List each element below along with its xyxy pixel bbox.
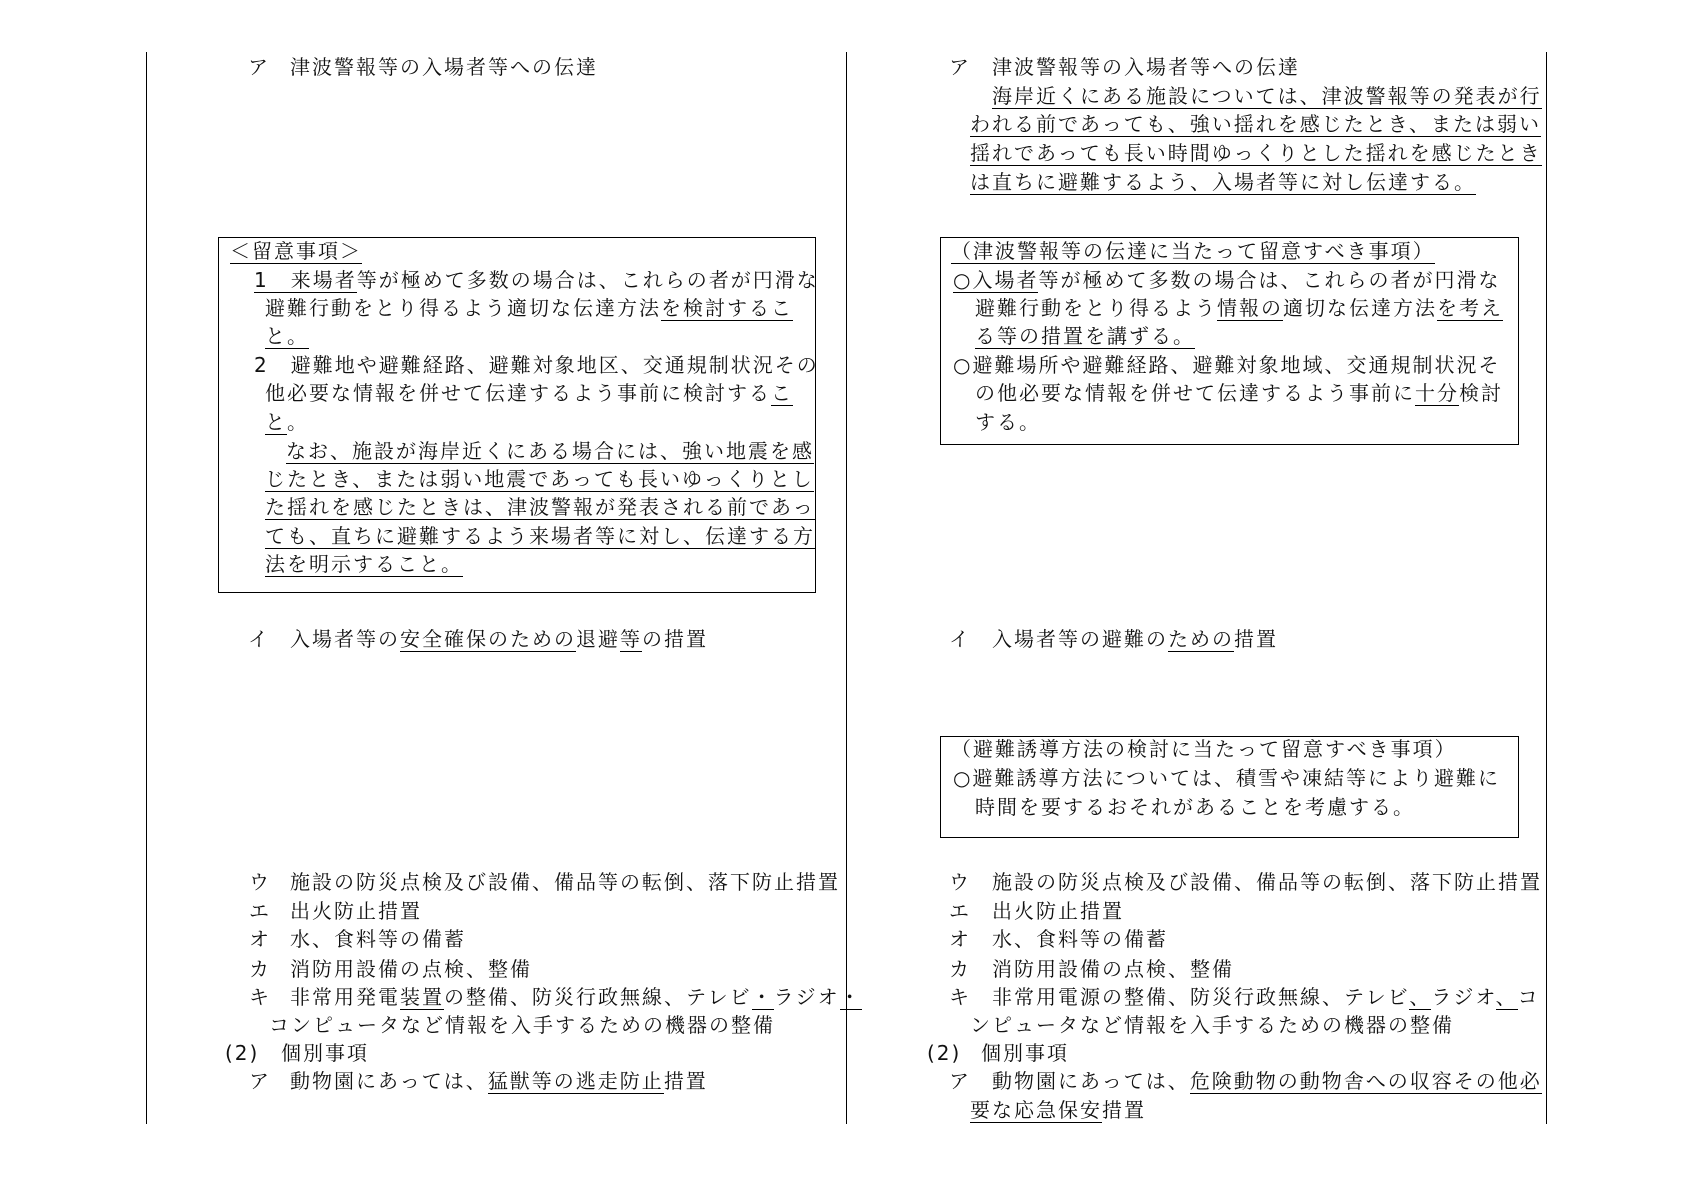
heading-label: ア [248, 55, 270, 79]
note-line: 時間を要するおそれがあることを考慮する。 [975, 795, 1415, 819]
item-text: 動物園にあっては、危険動物の動物舎への収容その他必 [992, 1069, 1542, 1093]
note-line: ても、直ちに避難するよう来場者等に対し、伝達する方 [265, 524, 815, 548]
item-text: 出火防止措置 [992, 899, 1124, 923]
paragraph-line: 揺れであっても長い時間ゆっくりとした揺れを感じたとき [970, 141, 1542, 165]
note-line: た揺れを感じたときは、津波警報が発表される前であっ [265, 495, 815, 519]
note-line: 避難行動をとり得るよう適切な伝達方法を検討するこ [265, 296, 793, 320]
heading-label: ア [949, 55, 971, 79]
item-label: ウ [949, 870, 971, 894]
note-line: 他必要な情報を併せて伝達するよう事前に検討するこ [265, 381, 793, 405]
paragraph-line: われる前であっても、強い揺れを感じたとき、または弱い [970, 112, 1541, 136]
heading-text: 津波警報等の入場者等への伝達 [992, 55, 1300, 79]
note-line: の他必要な情報を併せて伝達するよう事前に十分検討 [975, 381, 1503, 405]
item-text: 非常用発電装置の整備、防災行政無線、テレビ・ラジオ・ [290, 985, 862, 1009]
item-text: 水、食料等の備蓄 [290, 927, 466, 951]
section-label: (2) [225, 1041, 260, 1065]
section-title: 個別事項 [981, 1041, 1069, 1065]
note-line: なお、施設が海岸近くにある場合には、強い地震を感 [286, 439, 814, 463]
item-label: キ [949, 985, 971, 1009]
item-label: オ [249, 927, 271, 951]
item-label: キ [249, 985, 271, 1009]
item-text: 施設の防災点検及び設備、備品等の転倒、落下防止措置 [290, 870, 840, 894]
item-text-continuation: 要な応急保安措置 [970, 1098, 1146, 1122]
item-text: 水、食料等の備蓄 [992, 927, 1168, 951]
heading-label: イ [949, 627, 971, 651]
item-text: 出火防止措置 [290, 899, 422, 923]
item-label: ウ [249, 870, 271, 894]
column-divider [846, 52, 847, 1124]
note-line: 1 来場者等が極めて多数の場合は、これらの者が円滑な [254, 268, 819, 292]
item-text: 施設の防災点検及び設備、備品等の転倒、落下防止措置 [992, 870, 1542, 894]
heading-label: イ [248, 627, 270, 651]
item-label: ア [249, 1069, 271, 1093]
note-line: と。 [265, 324, 309, 348]
paragraph-line: は直ちに避難するよう、入場者等に対し伝達する。 [970, 170, 1476, 194]
section-label: (2) [927, 1041, 962, 1065]
note-line: ○避難誘導方法については、積雪や凍結等により避難に [953, 766, 1501, 790]
notes-box-title: （避難誘導方法の検討に当たって留意すべき事項） [951, 737, 1457, 761]
paragraph-line: 海岸近くにある施設については、津波警報等の発表が行 [992, 84, 1542, 108]
heading-text: 津波警報等の入場者等への伝達 [290, 55, 598, 79]
item-text: 消防用設備の点検、整備 [290, 957, 532, 981]
item-text: 非常用電源の整備、防災行政無線、テレビ、ラジオ、コ [992, 985, 1540, 1009]
note-line: る等の措置を講ずる。 [975, 324, 1195, 348]
item-label: オ [949, 927, 971, 951]
note-line: じたとき、または弱い地震であっても長いゆっくりとし [265, 467, 814, 491]
note-line: と。 [265, 410, 309, 434]
item-text: 動物園にあっては、猛獣等の逃走防止措置 [290, 1069, 708, 1093]
note-line: 2 避難地や避難経路、避難対象地区、交通規制状況その [254, 353, 819, 377]
item-label: ア [949, 1069, 971, 1093]
notes-box-title: ＜留意事項＞ [230, 239, 362, 263]
note-line: ○避難場所や避難経路、避難対象地域、交通規制状況そ [953, 353, 1501, 377]
note-line: する。 [975, 410, 1041, 434]
right-margin-rule [1546, 52, 1547, 1124]
note-line: 法を明示すること。 [265, 552, 463, 576]
item-text-continuation: コンピュータなど情報を入手するための機器の整備 [269, 1013, 775, 1037]
item-label: エ [249, 899, 271, 923]
note-line: 避難行動をとり得るよう情報の適切な伝達方法を考え [975, 296, 1503, 320]
item-text-continuation: ンピュータなど情報を入手するための機器の整備 [970, 1013, 1454, 1037]
note-line: ○入場者等が極めて多数の場合は、これらの者が円滑な [953, 268, 1501, 292]
left-margin-rule [146, 52, 147, 1124]
heading-text: 入場者等の安全確保のための退避等の措置 [290, 627, 708, 651]
item-label: エ [949, 899, 971, 923]
heading-text: 入場者等の避難のための措置 [992, 627, 1278, 651]
notes-box-title: （津波警報等の伝達に当たって留意すべき事項） [951, 239, 1435, 263]
section-title: 個別事項 [281, 1041, 369, 1065]
item-text: 消防用設備の点検、整備 [992, 957, 1234, 981]
item-label: カ [949, 957, 971, 981]
item-label: カ [249, 957, 271, 981]
